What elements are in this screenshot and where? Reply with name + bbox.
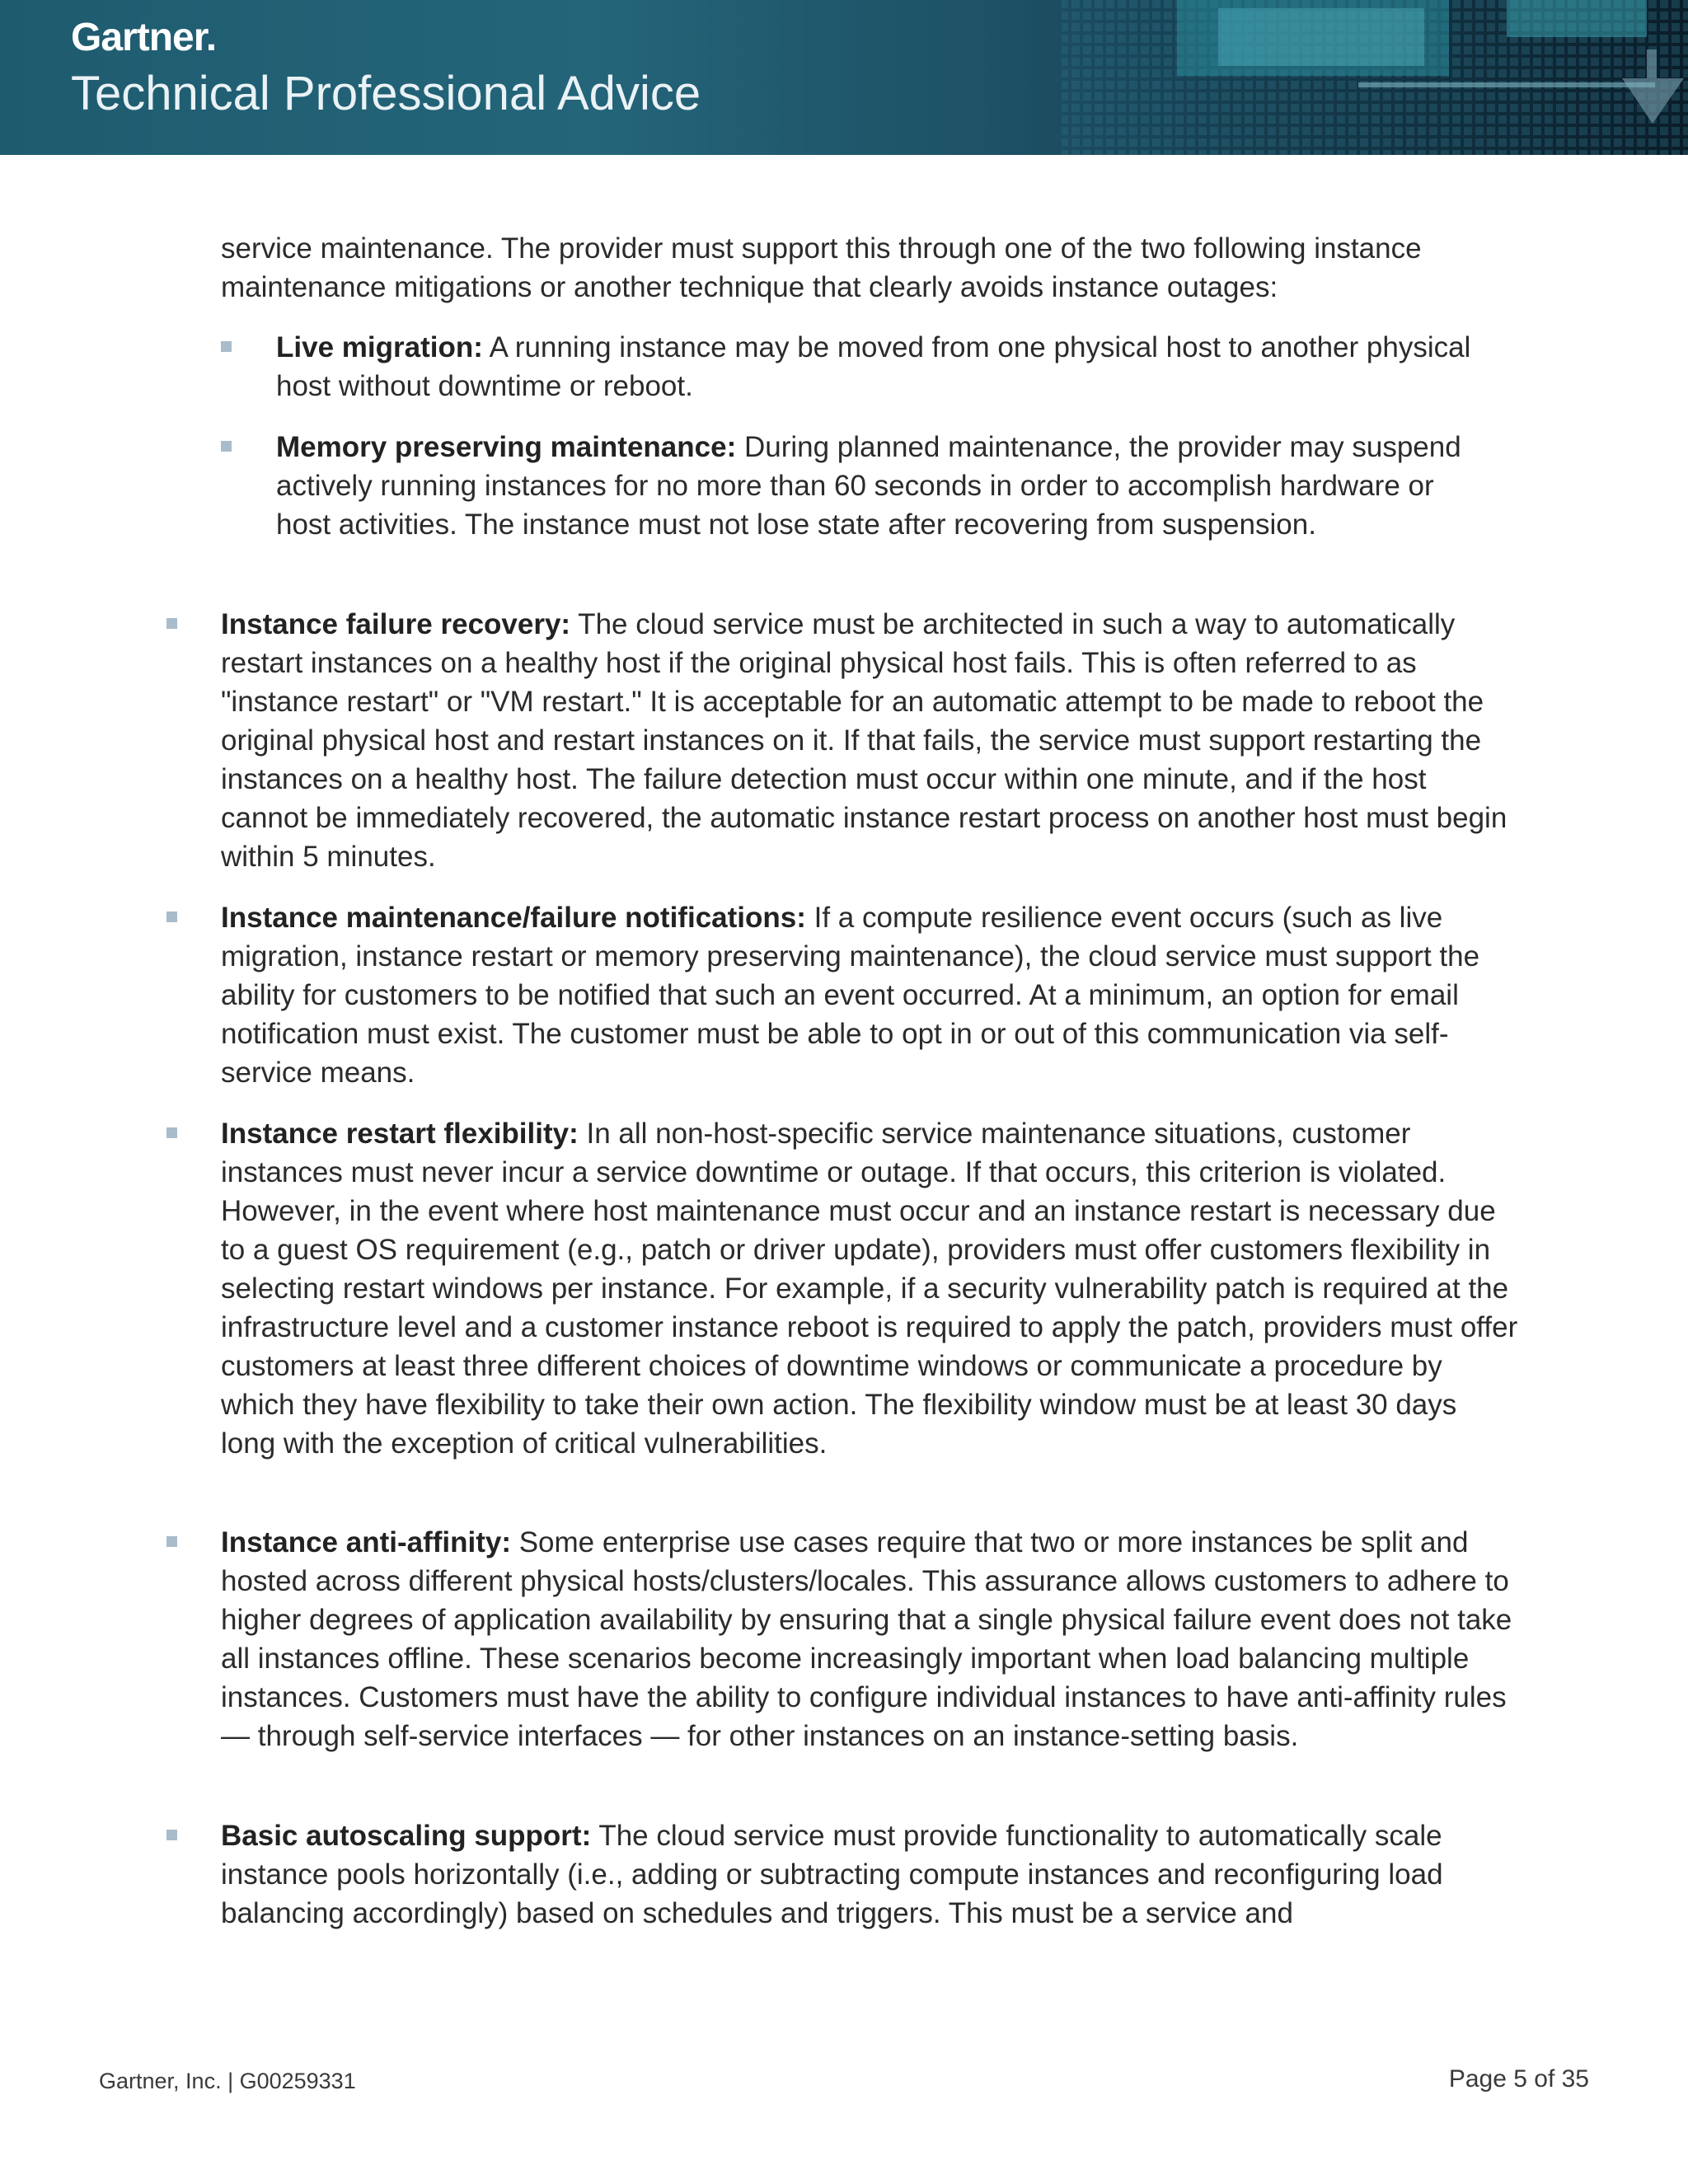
list-item (221, 605, 1519, 876)
square-bullet-icon (166, 618, 177, 629)
header-subtitle: Technical Professional Advice (71, 67, 701, 120)
sub-list-item (276, 328, 1512, 405)
footer-page-number: Page 5 of 35 (1448, 2065, 1589, 2093)
item-text: In all non-host-specific service maintenance situations, customer instances must never incur a service downtime or outage. If that occurs, this criterion is violated. However, in the event where host maintenance must occur and an instance restart is necessary due to a guest OS requirement (e.g., patch or driver update), providers must offer customers flexibility in selecting restart windows per instance. For example, if a security vulnerability patch is required at the infrastructure level and a customer instance reboot is required to apply the patch, providers must offer customers at least three different choices of downtime windows or communicate a procedure by which they have flexibility to take their own action. The flexibility window must be at least 30 days long with the exception of critical vulnerabilities. (221, 1118, 1518, 1460)
item-text: Some enterprise use cases require that two or more instances be split and hosted across different physical hosts/clusters/locales. This assurance allows customers to adhere to higher degrees of application availability by ensuring that a single physical failure event does not take all instances offline. These scenarios become increasingly important when load balancing multiple instances. Customers must have the ability to configure individual instances to have anti-affinity rules — through self-service interfaces — for other instances on an instance-setting basis. (221, 1526, 1512, 1752)
item-text: A running instance may be moved from one physical host to another physical host without downtime or reboot. (276, 331, 1471, 402)
header-decorative-graphic (864, 0, 1688, 155)
list-item (221, 1816, 1519, 1933)
item-text: The cloud service must provide functionality to automatically scale instance pools horizontally (i.e., adding or subtracting compute instances and reconfiguring load balancing accordingly) based on schedules and triggers. This must be a service and (221, 1820, 1443, 1929)
item-text: If a compute resilience event occurs (such as live migration, instance restart or memory preserving maintenance), the cloud service must support the ability for customers to be notified that such an event occurred. At a minimum, an option for email notification must exist. The customer must be able to opt in or out of this communication via self-service means. (221, 902, 1480, 1089)
square-bullet-icon (166, 1536, 177, 1547)
list-item (221, 898, 1519, 1092)
brand-dot: . (205, 16, 217, 59)
item-lead: Live migration: (276, 331, 483, 363)
list-item (221, 1523, 1519, 1755)
report-header-banner (0, 0, 1688, 155)
item-lead: Memory preserving maintenance: (276, 431, 737, 463)
item-lead: Instance anti-affinity: (221, 1526, 511, 1558)
list-item (221, 1114, 1519, 1463)
square-bullet-icon (166, 1127, 177, 1138)
item-lead: Basic autoscaling support: (221, 1820, 592, 1852)
square-bullet-icon (221, 341, 232, 352)
footer-document-id: Gartner, Inc. | G00259331 (99, 2069, 356, 2093)
item-text: The cloud service must be architected in such a way to automatically restart instances on a healthy host if the original physical host fails. This is often referred to as "instance restart" or "VM restart." It is acceptable for an automatic attempt to be made to reboot the original physical host and restart instances on it. If that fails, the service must support restarting the instances on a healthy host. The failure detection must occur within one minute, and if the host cannot be immediately recovered, the automatic instance restart process on another host must begin within 5 minutes. (221, 608, 1507, 873)
square-bullet-icon (166, 1830, 177, 1840)
brand-name: Gartner (71, 16, 206, 59)
square-bullet-icon (166, 912, 177, 922)
intro-paragraph: service maintenance. The provider must support this through one of the two following instance maintenance mitigations or another technique that clearly avoids instance outages: (221, 232, 1422, 303)
item-text: During planned maintenance, the provider may suspend actively running instances for no more than 60 seconds in order to accomplish hardware or host activities. The instance must not lose state after recovering from suspension. (276, 431, 1461, 541)
item-lead: Instance maintenance/failure notifications: (221, 902, 806, 934)
square-bullet-icon (221, 441, 232, 452)
sub-list-item (276, 428, 1492, 544)
item-lead: Instance restart flexibility: (221, 1118, 579, 1150)
item-lead: Instance failure recovery: (221, 608, 571, 640)
gartner-logo (71, 15, 216, 60)
